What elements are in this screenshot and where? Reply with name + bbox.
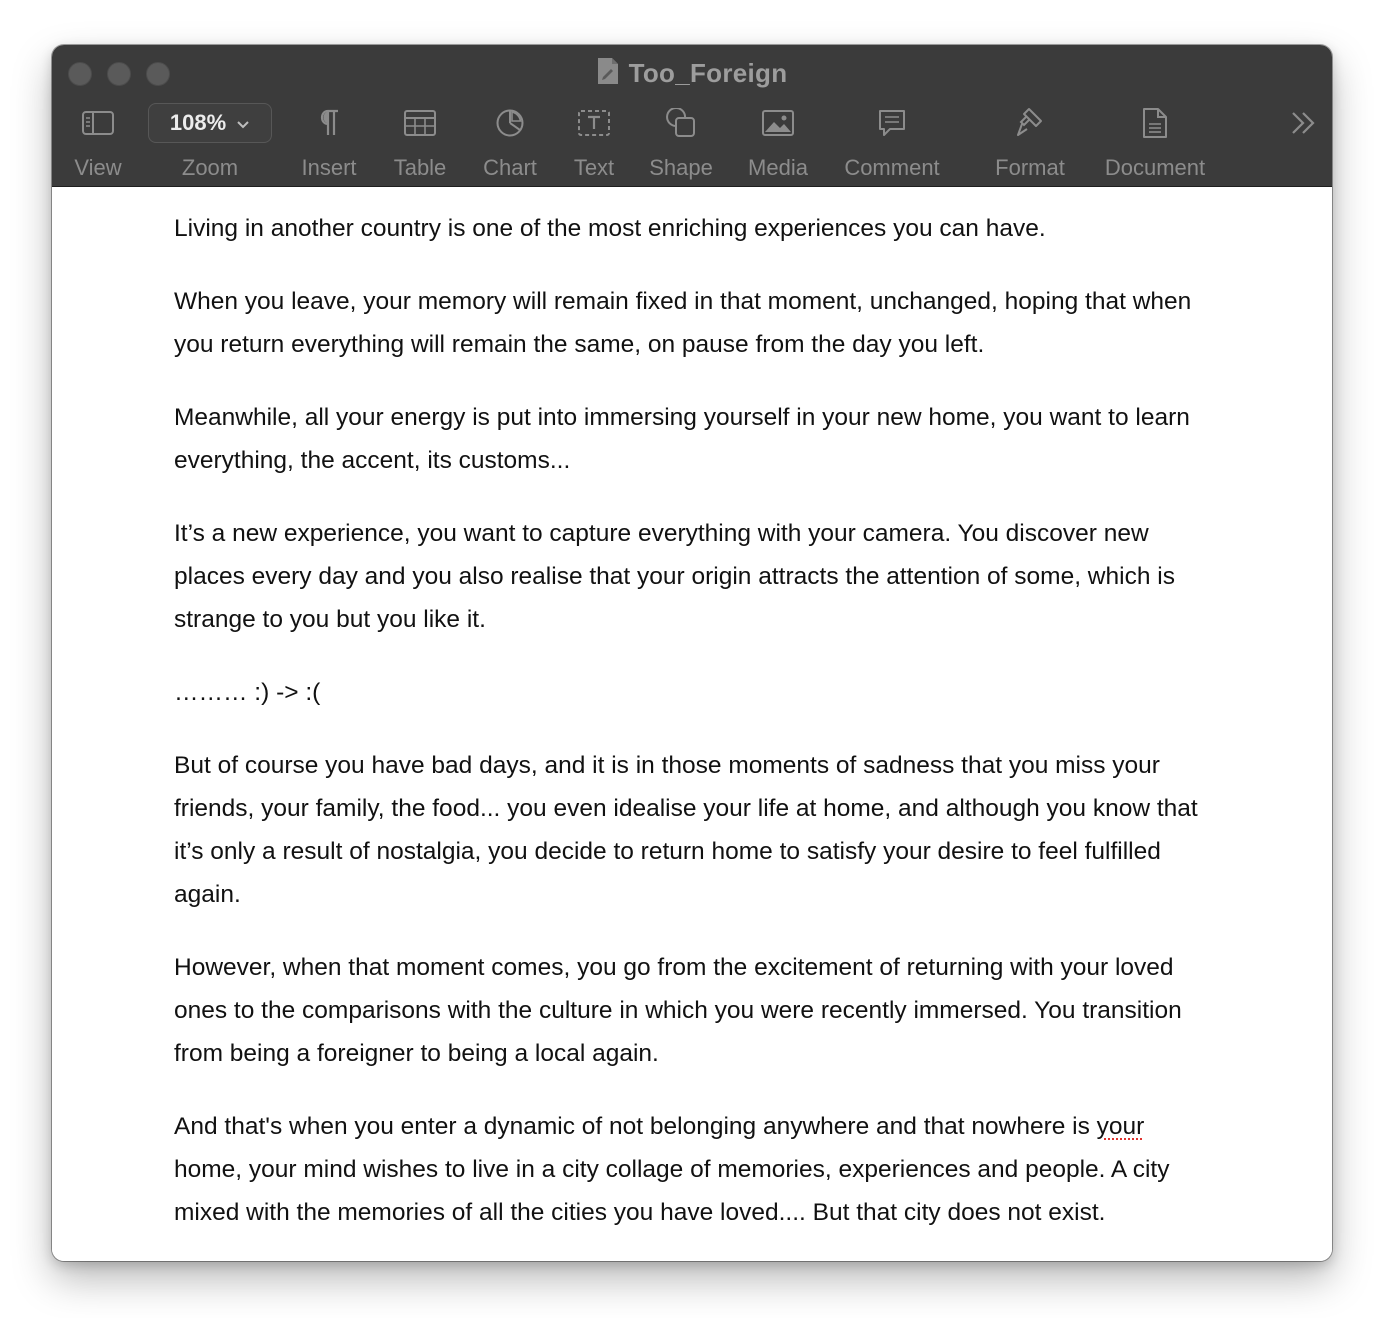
zoom-tool[interactable]	[148, 103, 272, 183]
comment-label: Comment	[844, 155, 940, 180]
paragraph-8-end: home, your mind wishes to live in a city collage of memories, experiences and people. A city mixed with the memories of all the cities you have loved.... But that city does not exist.	[174, 1156, 1170, 1226]
paintbrush-icon	[990, 103, 1070, 143]
shape-label: Shape	[649, 155, 713, 180]
document-label: Document	[1104, 155, 1206, 180]
table-tool[interactable]	[390, 103, 450, 183]
paragraph-7[interactable]: However, when that moment comes, you go from the excitement of returning with your loved ones to the comparisons with the culture in which you were recently immersed. You transition from being a foreigner to being a local again.	[174, 954, 1182, 1067]
toolbar-overflow-button[interactable]	[1290, 109, 1318, 142]
misspelled-word[interactable]: your	[1096, 1113, 1145, 1140]
insert-tool[interactable]	[296, 103, 362, 183]
media-label: Media	[748, 155, 808, 180]
text-label: Text	[573, 155, 615, 180]
window-title	[52, 57, 1332, 92]
text-tool[interactable]	[568, 103, 620, 183]
format-label: Format	[995, 155, 1065, 180]
pages-window	[52, 45, 1332, 1261]
view-tool[interactable]	[68, 103, 128, 183]
zoom-select[interactable]	[148, 103, 272, 143]
paragraph-8[interactable]	[174, 1105, 1219, 1234]
paragraph-4[interactable]: It’s a new experience, you want to capture everything with your camera. You discover new places every day and you also realise that your origin attracts the attention of some, which is strange to you but you like it.	[174, 520, 1175, 633]
window-title-text: Too_Foreign	[628, 58, 788, 88]
document-body[interactable]	[174, 207, 1219, 1261]
format-tool[interactable]	[990, 103, 1070, 183]
table-icon	[390, 103, 450, 143]
zoom-label: Zoom	[181, 155, 239, 180]
document-canvas[interactable]	[52, 187, 1332, 1261]
title-bar	[52, 45, 1332, 187]
chart-tool[interactable]	[478, 103, 542, 183]
shape-tool[interactable]	[646, 103, 716, 183]
comment-tool[interactable]	[840, 103, 944, 183]
document-file-icon	[597, 57, 619, 92]
table-label: Table	[393, 155, 447, 180]
paragraph-6[interactable]: But of course you have bad days, and it is in those moments of sadness that you miss your friends, your family, the food... you even idealise your life at home, and although you know that it’s only a result of nostalgia, you decide to return home to satisfy your desire to feel fulfilled again.	[174, 752, 1198, 908]
pilcrow-icon	[296, 103, 362, 143]
document-tool[interactable]	[1100, 103, 1210, 183]
insert-label: Insert	[301, 155, 357, 180]
chart-label: Chart	[483, 155, 537, 180]
chevron-double-right-icon	[1290, 124, 1318, 141]
media-tool[interactable]	[744, 103, 812, 183]
paragraph-1[interactable]: Living in another country is one of the most enriching experiences you can have.	[174, 215, 1046, 242]
paragraph-8-start: And that's when you enter a dynamic of not belonging anywhere and that nowhere is	[174, 1113, 1097, 1140]
pie-chart-icon	[478, 103, 542, 143]
shape-icon	[646, 103, 716, 143]
document-icon	[1100, 103, 1210, 143]
paragraph-5[interactable]: ……… :) -> :(	[174, 679, 321, 706]
view-label: View	[74, 155, 122, 180]
sidebar-icon	[68, 103, 128, 143]
comment-icon	[840, 103, 944, 143]
paragraph-2[interactable]: When you leave, your memory will remain fixed in that moment, unchanged, hoping that when you return everything will remain the same, on pause from the day you left.	[174, 288, 1192, 358]
photo-icon	[744, 103, 812, 143]
chevron-down-icon	[236, 110, 250, 136]
text-box-icon	[568, 103, 620, 143]
paragraph-3[interactable]: Meanwhile, all your energy is put into immersing yourself in your new home, you want to learn everything, the accent, its customs...	[174, 404, 1190, 474]
zoom-value: 108%	[169, 110, 227, 135]
